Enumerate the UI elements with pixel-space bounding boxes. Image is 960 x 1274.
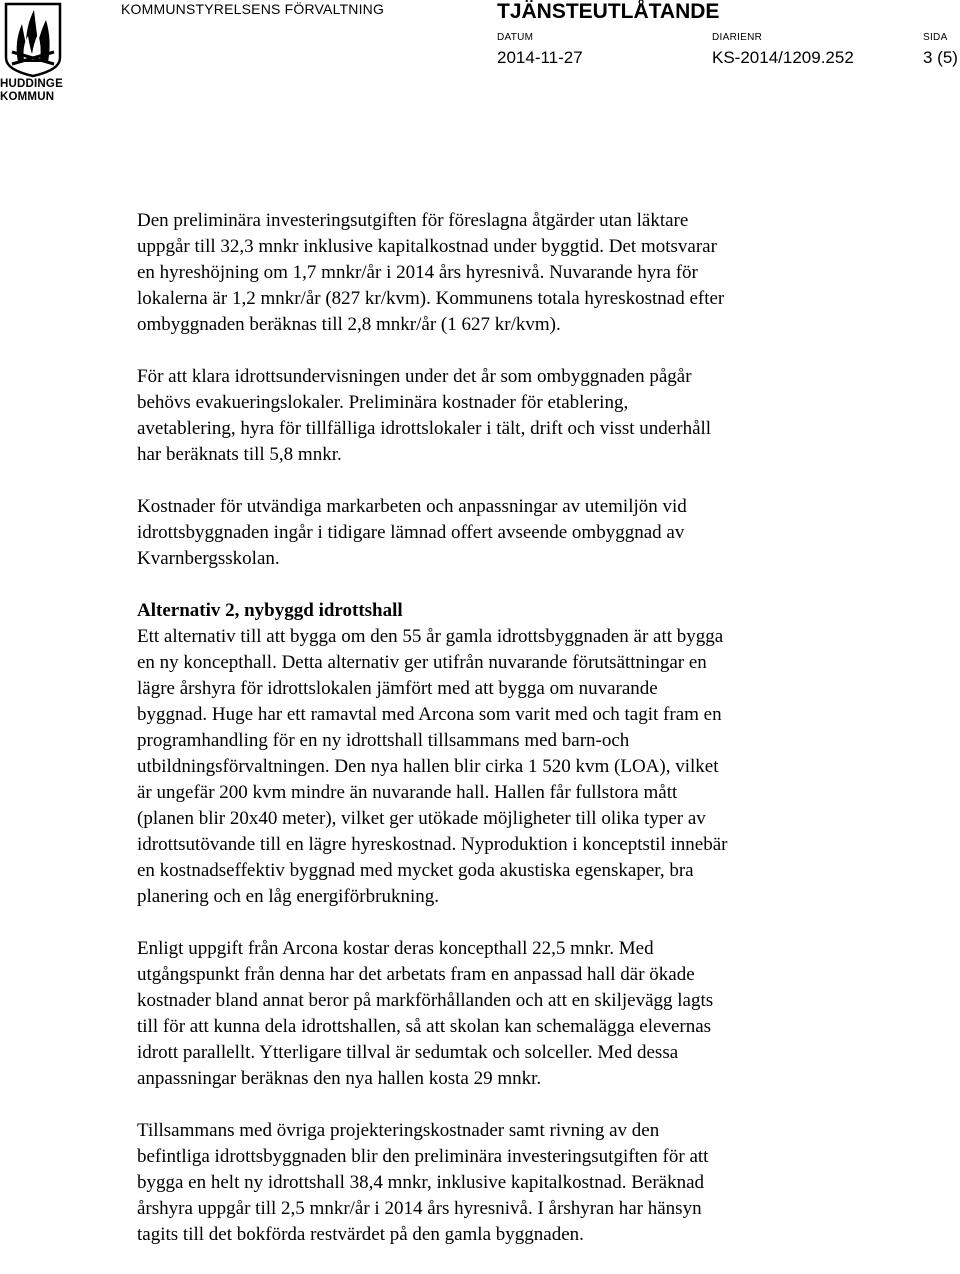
text-line: en ny koncepthall. Detta alternativ ger utifrån nuvarande förutsättningar en bbox=[137, 652, 707, 673]
text-line: anpassningar beräknas den nya hallen kosta 29 mnkr. bbox=[137, 1068, 542, 1089]
text-line: För att klara idrottsundervisningen under det år som ombyggnaden pågår bbox=[137, 366, 692, 387]
document-type: TJÄNSTEUTLÅTANDE bbox=[497, 0, 720, 23]
text-line: en hyreshöjning om 1,7 mnkr/år i 2014 års hyresnivå. Nuvarande hyra för bbox=[137, 262, 698, 283]
text-line: uppgår till 32,3 mnkr inklusive kapitalkostnad under byggtid. Det motsvarar bbox=[137, 236, 717, 257]
section-heading: Alternativ 2, nybyggd idrottshall bbox=[137, 600, 403, 621]
text-line: avetablering, hyra för tillfälliga idrottslokaler i tält, drift och visst underhåll bbox=[137, 418, 712, 439]
text-line: Tillsammans med övriga projekteringskostnader samt rivning av den bbox=[137, 1120, 660, 1141]
flame-shield-icon bbox=[4, 2, 62, 78]
text-line: är ungefär 200 kvm mindre än nuvarande hall. Hallen får fullstora mått bbox=[137, 782, 678, 803]
text-line: till för att kunna dela idrottshallen, så att skolan kan schemalägga elevernas bbox=[137, 1016, 712, 1037]
page-label: SIDA bbox=[923, 32, 948, 43]
document-body bbox=[137, 208, 937, 1274]
paragraph-total-investment bbox=[137, 1118, 937, 1248]
paragraph-arcona-cost bbox=[137, 936, 937, 1092]
logo-text: HUDDINGE KOMMUN bbox=[0, 78, 63, 103]
huddinge-logo bbox=[0, 0, 66, 108]
text-line: befintliga idrottsbyggnaden blir den preliminära investeringsutgiften för att bbox=[137, 1146, 709, 1167]
text-line: årshyra uppgår till 2,5 mnkr/år i 2014 års hyresnivå. I årshyran har hänsyn bbox=[137, 1198, 702, 1219]
paragraph-groundwork bbox=[137, 494, 937, 572]
text-line: Enligt uppgift från Arcona kostar deras koncepthall 22,5 mnkr. Med bbox=[137, 938, 654, 959]
text-line: lokalerna är 1,2 mnkr/år (827 kr/kvm). Kommunens totala hyreskostnad efter bbox=[137, 288, 725, 309]
diary-label: DIARIENR bbox=[712, 32, 763, 43]
text-line: idrottsutövande till en lägre hyreskostnad. Nyproduktion i konceptstil innebär bbox=[137, 834, 728, 855]
paragraph-evacuation bbox=[137, 364, 937, 468]
text-line: utgångspunkt från denna har det arbetats fram en anpassad hall där ökade bbox=[137, 964, 695, 985]
paragraph-investment bbox=[137, 208, 937, 338]
text-line: planering och en låg energiförbrukning. bbox=[137, 886, 439, 907]
text-line: bygga en helt ny idrottshall 38,4 mnkr, inklusive kapitalkostnad. Beräknad bbox=[137, 1172, 705, 1193]
text-line: idrottsbyggnaden ingår i tidigare lämnad offert avseende ombyggnad av bbox=[137, 522, 685, 543]
text-line: Kostnader för utvändiga markarbeten och anpassningar av utemiljön vid bbox=[137, 496, 687, 517]
date-value: 2014-11-27 bbox=[497, 48, 583, 67]
text-line: programhandling för en ny idrottshall tillsammans med barn-och bbox=[137, 730, 630, 751]
text-line: utbildningsförvaltningen. Den nya hallen blir cirka 1 520 kvm (LOA), vilket bbox=[137, 756, 719, 777]
organization-name: KOMMUNSTYRELSENS FÖRVALTNING bbox=[121, 1, 385, 17]
text-line: idrott parallellt. Ytterligare tillval är sedumtak och solceller. Med dessa bbox=[137, 1042, 679, 1063]
date-label: DATUM bbox=[497, 32, 534, 43]
text-line: tagits till det bokförda restvärdet på den gamla byggnaden. bbox=[137, 1224, 584, 1245]
diary-value: KS-2014/1209.252 bbox=[712, 48, 854, 67]
text-line: Den preliminära investeringsutgiften för föreslagna åtgärder utan läktare bbox=[137, 210, 689, 231]
text-line: ombyggnaden beräknas till 2,8 mnkr/år (1 627 kr/kvm). bbox=[137, 314, 561, 335]
text-line: kostnader bland annat beror på markförhållanden och att en skiljevägg lagts bbox=[137, 990, 714, 1011]
text-line: Kvarnbergsskolan. bbox=[137, 548, 280, 569]
page-value: 3 (5) bbox=[923, 48, 958, 67]
text-line: byggnad. Huge har ett ramavtal med Arcona som varit med och tagit fram en bbox=[137, 704, 722, 725]
text-line: (planen blir 20x40 meter), vilket ger utökade möjligheter till olika typer av bbox=[137, 808, 706, 829]
paragraph-new-hall bbox=[137, 624, 937, 910]
text-line: en kostnadseffektiv byggnad med mycket goda akustiska egenskaper, bra bbox=[137, 860, 694, 881]
text-line: lägre årshyra för idrottslokalen jämfört med att bygga om nuvarande bbox=[137, 678, 658, 699]
text-line: Ett alternativ till att bygga om den 55 år gamla idrottsbyggnaden är att bygga bbox=[137, 626, 724, 647]
text-line: har beräknats till 5,8 mnkr. bbox=[137, 444, 342, 465]
text-line: behövs evakueringslokaler. Preliminära kostnader för etablering, bbox=[137, 392, 629, 413]
